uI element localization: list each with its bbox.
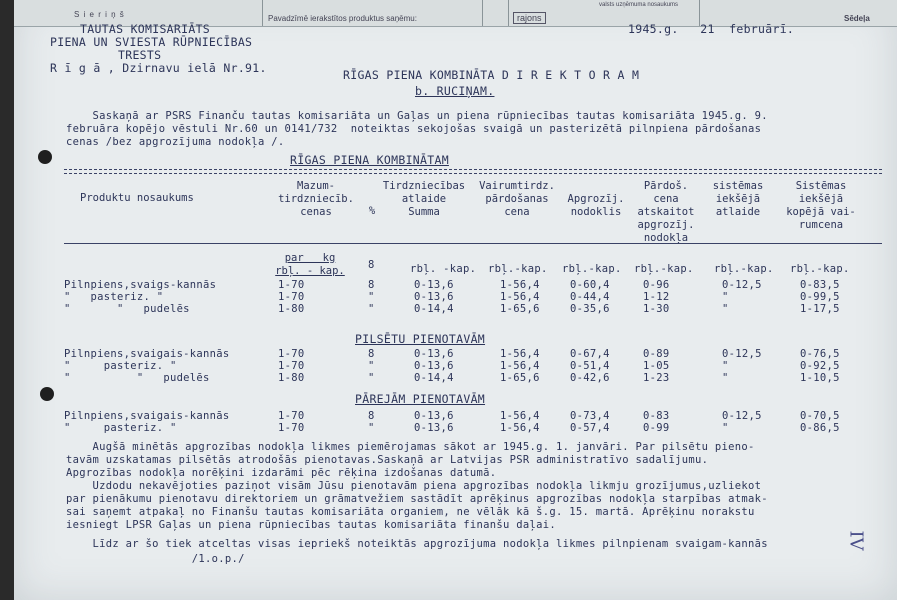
cell-sale: 0-99: [643, 422, 670, 434]
cell-disc: 0-13,6: [414, 348, 454, 360]
cell-total: 0-70,5: [800, 410, 840, 422]
body-line-9: /1.o.p./: [66, 553, 245, 565]
cell-whole: 1-56,4: [500, 422, 540, 434]
cell-name: Pilnpiens,svaigais-kannās: [64, 410, 230, 422]
section-title-riga: RĪGAS PIENA KOMBINĀTAM: [290, 153, 449, 167]
cell-price: 1-70: [278, 279, 305, 291]
cell-whole: 1-65,6: [500, 303, 540, 315]
col-header-trade-discount: Tirdzniecības atlaide Summa: [382, 180, 466, 218]
cell-tax: 0-44,4: [570, 291, 610, 303]
strip-far-right: Sēdeļa: [844, 14, 870, 23]
cell-tax: 0-60,4: [570, 279, 610, 291]
cell-sale: 0-89: [643, 348, 670, 360]
recipient-line-2: b. RUCIŅAM.: [415, 84, 495, 98]
strip-middle-label: Pavadzīmē ierakstītos produktus saņēmu:: [268, 14, 417, 23]
cell-total: 0-76,5: [800, 348, 840, 360]
cell-disc: 0-14,4: [414, 372, 454, 384]
cell-price: 1-80: [278, 372, 305, 384]
intro-line-1: Saskaņā ar PSRS Finanču tautas komisariāta un Gaļas un piena rūpniecības tautas komisariāta 1945.g. 9.: [66, 110, 768, 122]
intro-line-3: cenas /bez apgrozījuma nodokļa /.: [66, 136, 285, 148]
cell-pct: ": [368, 291, 375, 303]
col-header-turnover-tax: Apgrozīj. nodoklis: [567, 193, 625, 218]
cell-total: 0-86,5: [800, 422, 840, 434]
cell-name: " pasteriz. ": [64, 360, 177, 372]
cell-pct: 8: [368, 279, 375, 291]
unit-col5: rbļ.-kap.: [562, 263, 622, 275]
table-top-rule-2: [64, 173, 882, 174]
cell-name: " pasteriz. ": [64, 291, 164, 303]
cell-tax: 0-57,4: [570, 422, 610, 434]
cell-price: 1-70: [278, 410, 305, 422]
cell-pct: ": [368, 372, 375, 384]
cell-disc: 0-13,6: [414, 360, 454, 372]
sender-line-1: TAUTAS KOMISARIĀTS: [80, 22, 211, 36]
cell-tax: 0-67,4: [570, 348, 610, 360]
col-header-system-discount: sistēmas iekšējā atlaide: [712, 180, 764, 218]
cell-pct: 8: [368, 410, 375, 422]
cell-pct: 8: [368, 348, 375, 360]
margin-note: IV: [845, 530, 867, 551]
cell-pct: ": [368, 303, 375, 315]
cell-sys: ": [722, 360, 729, 372]
col-header-retail: Mazum- tirdzniecīb. cenas: [278, 180, 354, 218]
cell-whole: 1-56,4: [500, 291, 540, 303]
cell-disc: 0-13,6: [414, 291, 454, 303]
cell-sys: 0-12,5: [722, 348, 762, 360]
cell-tax: 0-42,6: [570, 372, 610, 384]
cell-sale: 1-30: [643, 303, 670, 315]
unit-price: par kg rbļ. - kap.: [275, 252, 345, 277]
date-line: 1945.g. 21 februārī.: [628, 22, 795, 36]
cell-whole: 1-56,4: [500, 410, 540, 422]
punch-hole-bottom: [40, 387, 54, 401]
cell-whole: 1-56,4: [500, 348, 540, 360]
cell-name: Pilnpiens,svaigais-kannās: [64, 348, 230, 360]
cell-name: " " pudelēs: [64, 372, 210, 384]
cell-price: 1-70: [278, 348, 305, 360]
cell-sale: 1-23: [643, 372, 670, 384]
col-header-product: Produktu nosaukums: [80, 192, 194, 204]
body-line-4: Uzdodu nekavējoties paziņot visām Jūsu pienotavām piena apgrozības nodokļa likmju grozījumus,uzliekot: [66, 480, 762, 492]
cell-tax: 0-51,4: [570, 360, 610, 372]
cell-price: 1-70: [278, 422, 305, 434]
unit-col3: rbļ. -kap.: [410, 263, 477, 275]
strip-left-label: S i e r i ņ š: [74, 10, 125, 19]
recipient-line-1: RĪGAS PIENA KOMBINĀTA D I R E K T O R A M: [343, 68, 640, 82]
section-title-rural: PĀREJĀM PIENOTAVĀM: [355, 392, 486, 406]
col-header-pct: %: [368, 205, 376, 217]
body-line-7: iesniegt LPSR Gaļas un piena rūpniecības tautas komisariāta finanšu daļai.: [66, 519, 556, 531]
table-top-rule: [64, 169, 882, 170]
cell-sys: ": [722, 422, 729, 434]
sender-line-2: PIENA UN SVIESTA RŪPNIECĪBAS: [50, 35, 253, 49]
cell-total: 0-99,5: [800, 291, 840, 303]
cell-sale: 0-96: [643, 279, 670, 291]
punch-hole-top: [38, 150, 52, 164]
cell-sys: ": [722, 291, 729, 303]
cell-whole: 1-56,4: [500, 279, 540, 291]
body-line-5: par pienākumu pienotavu direktoriem un grāmatvežiem sastādīt aprēķinus apgrozības nodokļa starpības atmak-: [66, 493, 768, 505]
strip-cell-far-right: [804, 0, 896, 26]
cell-name: " " pudelēs: [64, 303, 190, 315]
cell-disc: 0-13,6: [414, 422, 454, 434]
body-line-2: tavām uzskatamas pilsētās atrodošās pienotavas.Saskaņā ar Latvijas PSR administratīvo sadalījumu.: [66, 454, 709, 466]
unit-col7: rbļ.-kap.: [714, 263, 774, 275]
cell-total: 1-17,5: [800, 303, 840, 315]
cell-whole: 1-65,6: [500, 372, 540, 384]
cell-sys: ": [722, 303, 729, 315]
intro-line-2: februāra kopējo vēstuli Nr.60 un 0141/732 noteiktas sekojošas svaigā un pasterizētā pilnpiena pārdošanas: [66, 123, 762, 135]
section-title-city: PILSĒTU PIENOTAVĀM: [355, 332, 486, 346]
cell-total: 0-92,5: [800, 360, 840, 372]
cell-sys: 0-12,5: [722, 279, 762, 291]
strip-right-box: rajons: [513, 12, 546, 24]
cell-whole: 1-56,4: [500, 360, 540, 372]
body-line-3: Apgrozības nodokļa norēķini izdarāmi pēc rēķina izdošanas datumā.: [66, 467, 497, 479]
cell-sale: 0-83: [643, 410, 670, 422]
cell-pct: ": [368, 360, 375, 372]
cell-sale: 1-12: [643, 291, 670, 303]
header-rule: [64, 243, 882, 244]
cell-name: Pilnpiens,svaigs-kannās: [64, 279, 217, 291]
cell-price: 1-70: [278, 360, 305, 372]
col-header-system-total: Sistēmas iekšējā kopējā vai- rumcena: [786, 180, 856, 231]
sender-address: R ī g ā , Dzirnavu ielā Nr.91.: [50, 61, 267, 75]
cell-tax: 0-35,6: [570, 303, 610, 315]
cell-total: 0-83,5: [800, 279, 840, 291]
cell-pct: ": [368, 422, 375, 434]
cell-total: 1-10,5: [800, 372, 840, 384]
cell-disc: 0-13,6: [414, 279, 454, 291]
unit-col8: rbļ.-kap.: [790, 263, 850, 275]
cell-sys: ": [722, 372, 729, 384]
cell-disc: 0-14,4: [414, 303, 454, 315]
cell-price: 1-70: [278, 291, 305, 303]
col-header-wholesale: Vairumtirdz. pārdošanas cena: [479, 180, 555, 218]
col-header-sale-price: Pārdoš. cena atskaitot apgrozīj. nodokļa: [637, 180, 695, 244]
strip-right-small: valsts uzņēmuma nosaukums: [599, 2, 679, 8]
cell-tax: 0-73,4: [570, 410, 610, 422]
body-line-8: Līdz ar šo tiek atceltas visas iepriekš noteiktās apgrozījuma nodokļa likmes pilnpienam svaigam-kannās: [66, 538, 768, 550]
unit-col4: rbļ.-kap.: [488, 263, 548, 275]
cell-name: " pasteriz. ": [64, 422, 177, 434]
unit-pct: 8: [368, 259, 375, 271]
cell-disc: 0-13,6: [414, 410, 454, 422]
sender-line-3: TRESTS: [118, 48, 162, 62]
cell-sys: 0-12,5: [722, 410, 762, 422]
cell-sale: 1-05: [643, 360, 670, 372]
body-line-6: sai saņemt atpakaļ no Finanšu tautas komisariāta organiem, ne vēlāk kā š.g. 15. martā. Aprēķinu norakstu: [66, 506, 755, 518]
strip-cell-middle: [262, 0, 483, 26]
body-line-1: Augšā minētās apgrozības nodokļa likmes piemērojamas sākot ar 1945.g. 1. janvāri. Par pilsētu pieno-: [66, 441, 755, 453]
unit-col6: rbļ.-kap.: [634, 263, 694, 275]
cell-price: 1-80: [278, 303, 305, 315]
